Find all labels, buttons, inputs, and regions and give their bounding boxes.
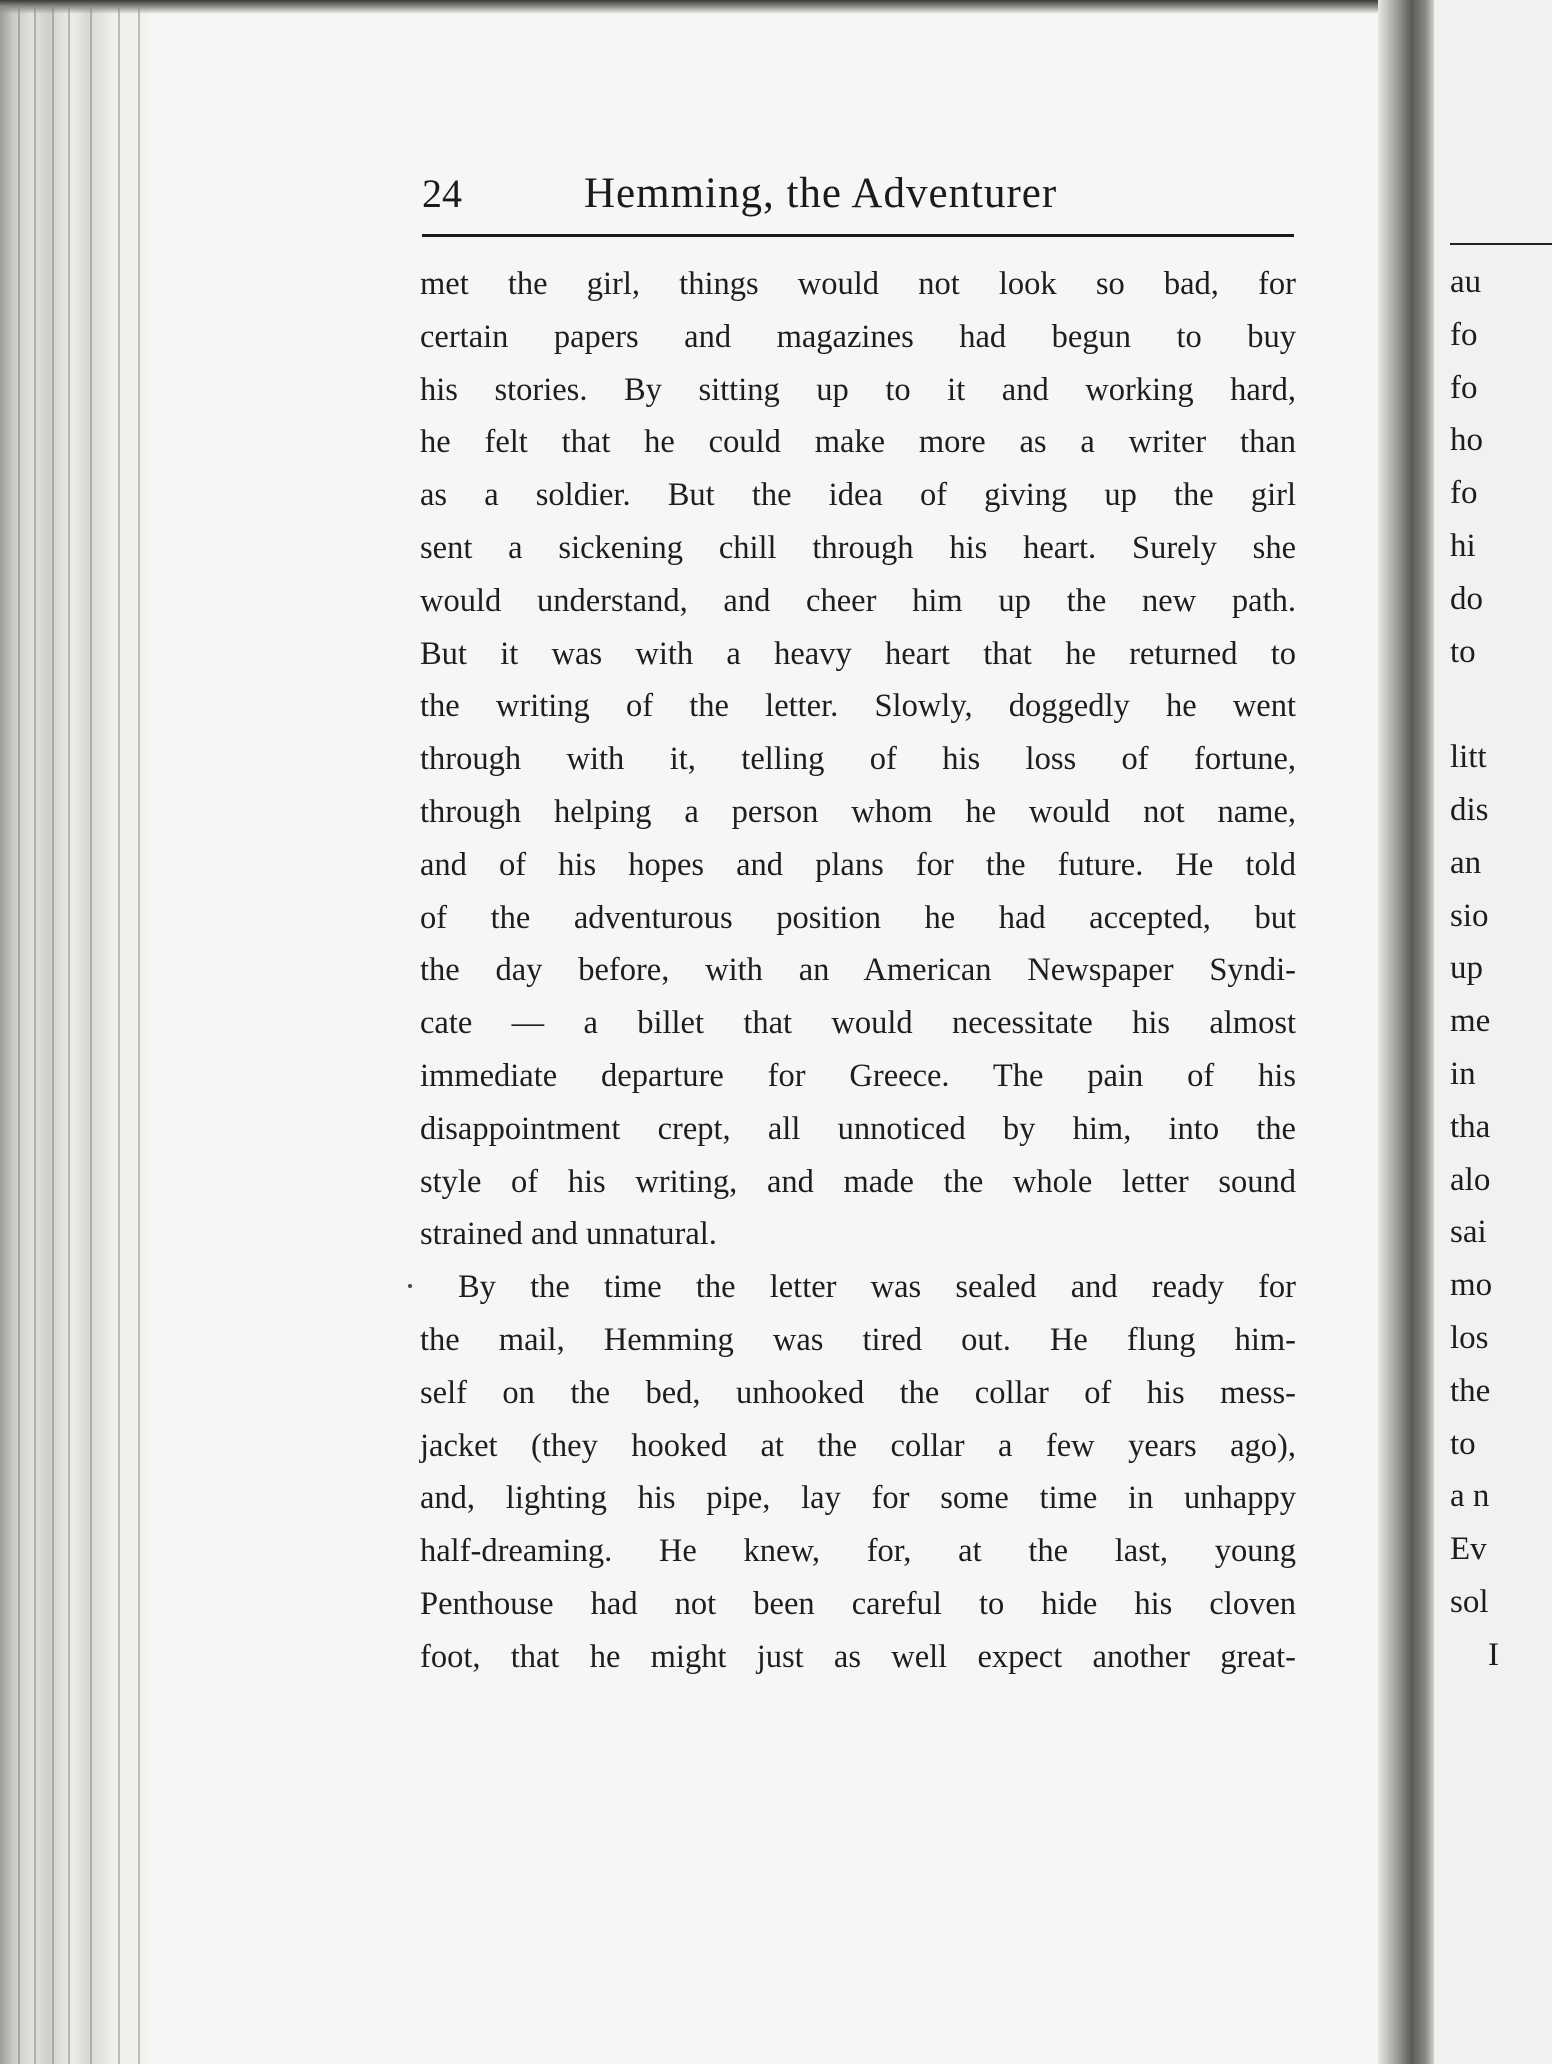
running-title: Hemming, the Adventurer xyxy=(584,170,1058,217)
facing-page-fragment: a n xyxy=(1450,1478,1490,1515)
text-line: and, lighting his pipe, lay for some time in unhappy xyxy=(420,1480,1296,1517)
header-rule xyxy=(422,234,1294,237)
text-line: disappointment crept, all unnoticed by him, into the xyxy=(420,1110,1296,1147)
text-line: By the time the letter was sealed and ready for xyxy=(458,1269,1296,1306)
text-line: met the girl, things would not look so bad, for xyxy=(420,266,1296,302)
facing-page-fragment: the xyxy=(1450,1372,1491,1409)
facing-page-fragment: ho xyxy=(1450,422,1483,459)
facing-page-fragment: fo xyxy=(1450,475,1478,512)
text-line: the day before, with an American Newspaper Syndi- xyxy=(420,952,1296,989)
text-line: jacket (they hooked at the collar a few years ago), xyxy=(420,1427,1296,1464)
scan-top-shadow xyxy=(0,0,1552,14)
text-line: certain papers and magazines had begun to buy xyxy=(420,318,1296,355)
facing-page-fragment: tha xyxy=(1450,1108,1491,1145)
facing-page-fragment: fo xyxy=(1450,316,1478,353)
text-line: of the adventurous position he had accepted, but xyxy=(420,899,1296,936)
book-page-edges xyxy=(0,0,160,2064)
text-line: as a soldier. But the idea of giving up the girl xyxy=(420,477,1296,514)
facing-page-fragment: to xyxy=(1450,633,1476,670)
text-line: foot, that he might just as well expect another great- xyxy=(420,1638,1296,1675)
facing-page-fragment: au xyxy=(1450,264,1482,300)
text-line: he felt that he could make more as a writer than xyxy=(420,424,1296,461)
facing-page-fragment: sol xyxy=(1450,1584,1489,1620)
body-text xyxy=(420,258,1296,1684)
facing-page-fragment: me xyxy=(1450,1003,1491,1040)
text-line: would understand, and cheer him up the new path. xyxy=(420,582,1296,619)
facing-page-fragment: litt xyxy=(1450,739,1487,776)
paragraph-1 xyxy=(420,258,1296,1261)
text-line: But it was with a heavy heart that he returned to xyxy=(420,635,1296,672)
facing-page-fragment: mo xyxy=(1450,1267,1493,1304)
facing-page-rule xyxy=(1450,243,1552,245)
text-line: style of his writing, and made the whole letter sound xyxy=(420,1163,1296,1200)
stray-print-mark xyxy=(408,1284,412,1288)
facing-page-fragment: to xyxy=(1450,1425,1476,1462)
page-number: 24 xyxy=(422,171,462,216)
book-gutter xyxy=(1378,0,1434,2064)
facing-page-fragment: up xyxy=(1450,950,1483,987)
running-header xyxy=(422,166,1294,222)
facing-page-fragment: in xyxy=(1450,1056,1476,1092)
facing-page-fragment: dis xyxy=(1450,792,1489,828)
text-line: strained and unnatural. xyxy=(420,1216,717,1253)
paragraph-2 xyxy=(420,1261,1296,1683)
facing-page-fragment: hi xyxy=(1450,528,1476,564)
text-line: half-dreaming. He knew, for, at the last, young xyxy=(420,1533,1296,1570)
text-line: through helping a person whom he would not name, xyxy=(420,793,1296,830)
facing-page-fragment: do xyxy=(1450,580,1483,617)
text-line: cate — a billet that would necessitate his almost xyxy=(420,1005,1296,1042)
text-line: immediate departure for Greece. The pain of his xyxy=(420,1057,1296,1094)
facing-page-fragment: sio xyxy=(1450,897,1489,934)
text-line: the mail, Hemming was tired out. He flung him- xyxy=(420,1321,1296,1358)
facing-page-fragment: sai xyxy=(1450,1214,1487,1251)
text-line: through with it, telling of his loss of fortune, xyxy=(420,741,1296,778)
facing-page-fragment: I xyxy=(1488,1636,1499,1673)
text-line: the writing of the letter. Slowly, doggedly he went xyxy=(420,688,1296,725)
facing-page-fragment: fo xyxy=(1450,369,1478,406)
text-line: his stories. By sitting up to it and working hard, xyxy=(420,371,1296,408)
facing-page-fragment: alo xyxy=(1450,1161,1491,1198)
text-line: Penthouse had not been careful to hide his cloven xyxy=(420,1585,1296,1622)
facing-page-fragment: an xyxy=(1450,844,1482,881)
text-line: self on the bed, unhooked the collar of his mess- xyxy=(420,1374,1296,1411)
text-line: sent a sickening chill through his heart. Surely she xyxy=(420,529,1296,566)
facing-page xyxy=(1434,0,1552,2064)
facing-page-fragment: los xyxy=(1450,1320,1489,1356)
text-line: and of his hopes and plans for the future. He told xyxy=(420,846,1296,883)
facing-page-fragment: Ev xyxy=(1450,1531,1487,1568)
